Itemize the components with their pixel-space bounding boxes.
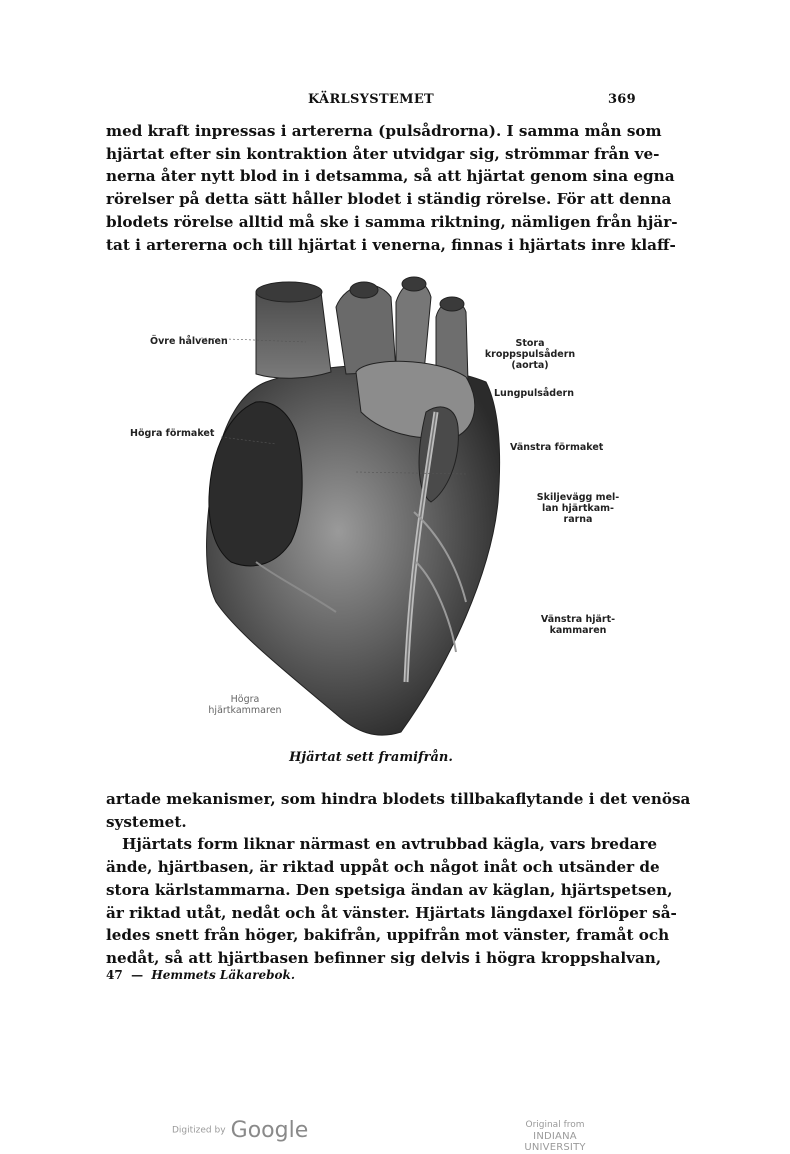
label-hogra-hjartkammaren: Högra hjärtkammaren [208,694,282,716]
text-line: stora kärlstammarna. Den spetsiga ändan av käglan, hjärtspetsen, [106,880,673,899]
figure-caption: Hjärtat sett framifrån. [289,750,453,765]
right-atrium [209,402,302,566]
printer-signature [106,968,295,982]
label-lungpulsadern: Lungpulsådern [494,388,574,399]
text-line: blodets rörelse alltid må ske i samma riktning, nämligen från hjär- [106,212,678,231]
text-line: rörelser på detta sätt håller blodet i ständig rörelse. För att denna [106,190,672,209]
signature-number: 47 [106,968,123,982]
original-from-text: Original from [525,1120,585,1130]
text-line: hjärtat efter sin kontraktion åter utvidgar sig, strömmar från ve- [106,144,660,163]
page-number: 369 [607,92,636,107]
bottom-paragraph [106,788,691,970]
label-vanstra-hjartkammaren: Vänstra hjärt- kammaren [540,614,616,636]
origin-watermark [502,1120,608,1153]
text-line: ände, hjärtbasen, är riktad uppåt och något inåt och utsänder de [106,858,660,877]
top-paragraph [106,120,678,256]
chapter-title: KÄRLSYSTEMET [307,92,434,107]
heart-figure [106,262,636,762]
text-line: med kraft inpressas i artererna (pulsådrorna). I samma mån som [106,122,662,140]
digitized-by-text: Digitized by [172,1125,226,1136]
text-line: systemet. [106,812,187,831]
label-skiljevagg: Skiljevägg mel- lan hjärtkam- rarna [536,492,620,525]
university-text: INDIANA UNIVERSITY [524,1131,586,1153]
text-line: Hjärtats form liknar närmast en avtrubbad kägla, vars bredare [122,835,658,854]
signature-book-title: Hemmets Läkarebok. [151,968,296,982]
text-line: nedåt, så att hjärtbasen befinner sig delvis i högra kroppshalvan, [106,948,662,967]
google-logo: Google [230,1118,309,1143]
text-line: är riktad utåt, nedåt och åt vänster. Hjärtats längdaxel förlöper så- [106,903,677,922]
text-line: artade mekanismer, som hindra blodets tillbakaflytande i det venösa [106,790,691,808]
text-line: nerna åter nytt blod in i detsamma, så att hjärtat genom sina egna [106,167,675,186]
google-watermark [172,1118,308,1143]
label-ovre-halvenen: Övre hålvenen [150,336,228,347]
text-line: tat i artererna och till hjärtat i venerna, finnas i hjärtats inre klaff- [106,235,676,254]
label-hogra-formaket: Högra förmaket [130,428,215,439]
label-vanstra-formaket: Vänstra förmaket [510,442,604,453]
signature-dash: — [131,968,144,982]
text-line: ledes snett från höger, bakifrån, uppifrån mot vänster, framåt och [106,926,670,945]
label-stora-kroppspulsadern: Stora kroppspulsådern (aorta) [484,338,576,371]
